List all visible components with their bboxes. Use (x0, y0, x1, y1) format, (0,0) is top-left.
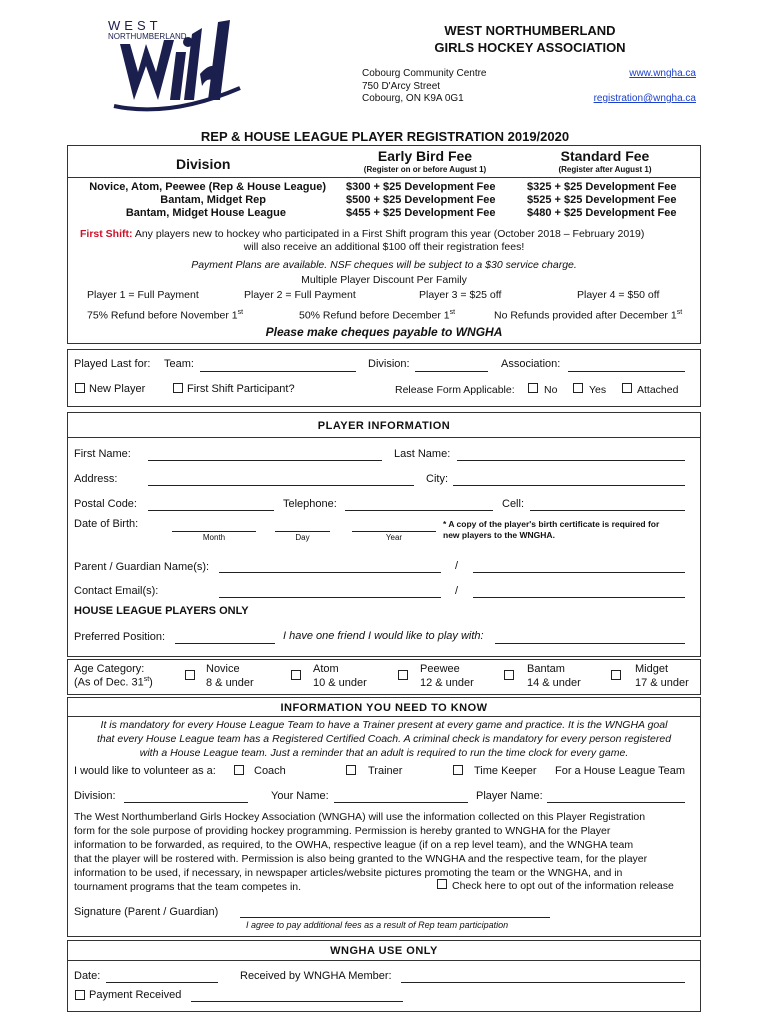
fee-row-early: $500 + $25 Development Fee (346, 194, 496, 206)
discount-heading: Multiple Player Discount Per Family (301, 274, 467, 286)
org-address-3: Cobourg, ON K9A 0G1 (362, 93, 464, 104)
first-shift-checkbox[interactable] (173, 383, 183, 393)
parent-name-slash: / (455, 560, 459, 572)
address-label: Address: (74, 473, 118, 485)
midget-checkbox[interactable] (611, 670, 621, 680)
last-name-field[interactable] (457, 460, 685, 461)
discount-player-1: Player 1 = Full Payment (87, 289, 199, 301)
release-yes-checkbox[interactable] (573, 383, 583, 393)
dob-day-caption: Day (295, 533, 310, 542)
city-field[interactable] (453, 485, 685, 486)
website-link[interactable]: www.wngha.ca (629, 68, 696, 79)
no-refund (494, 309, 682, 322)
fee-row-standard: $325 + $25 Development Fee (527, 181, 677, 193)
page-title: REP & HOUSE LEAGUE PLAYER REGISTRATION 2019/2020 (200, 129, 570, 144)
early-bird-subheading: (Register on or before August 1) (363, 165, 487, 174)
cheques-note: Please make cheques payable to WNGHA (265, 325, 503, 339)
office-date-label: Date: (74, 970, 101, 982)
player-name-field[interactable] (547, 802, 685, 803)
friend-label: I have one friend I would like to play with: (283, 630, 484, 642)
bantam-checkbox[interactable] (504, 670, 514, 680)
telephone-field[interactable] (345, 510, 493, 511)
signature-label: Signature (Parent / Guardian) (74, 906, 219, 918)
dob-year-field[interactable] (352, 531, 436, 532)
division-field[interactable] (415, 371, 488, 372)
dob-month-caption: Month (202, 533, 226, 542)
age-category-label: Age Category: (74, 663, 145, 675)
parent-name-label: Parent / Guardian Name(s): (74, 561, 210, 573)
house-league-only-heading: HOUSE LEAGUE PLAYERS ONLY (74, 605, 249, 617)
sup: st (676, 309, 683, 316)
fee-row-division: Novice, Atom, Peewee (Rep & House League) (89, 181, 326, 193)
mandatory-note-1: It is mandatory for every House League Team to have a Trainer present at every game and practice. It is the WNGHA goal (100, 719, 668, 731)
logo (100, 14, 250, 124)
parent-name-field-2[interactable] (473, 572, 685, 573)
privacy-text-2: form for the sole purpose of providing hockey programming. Permission is hereby granted to WNGHA for the Player (74, 825, 611, 837)
preferred-position-field[interactable] (175, 643, 275, 644)
information-header: INFORMATION YOU NEED TO KNOW (280, 702, 488, 714)
dob-month-field[interactable] (172, 531, 256, 532)
age-category-box (67, 659, 701, 695)
postal-code-label: Postal Code: (74, 498, 137, 510)
mandatory-note-2: that every House League team has a Registered Certified Coach. A criminal check is mandatory for every person registered (96, 733, 672, 745)
fee-row-early: $300 + $25 Development Fee (346, 181, 496, 193)
payment-received-checkbox[interactable] (75, 990, 85, 1000)
novice-age: 8 & under (206, 677, 254, 689)
dob-year-caption: Year (385, 533, 403, 542)
postal-code-field[interactable] (148, 510, 274, 511)
refund-50-text: 50% Refund before December 1 (299, 309, 450, 322)
payment-received-field[interactable] (191, 1001, 403, 1002)
bantam-label: Bantam (527, 663, 565, 675)
peewee-age: 12 & under (420, 677, 474, 689)
payment-plans-note: Payment Plans are available. NSF cheques will be subject to a $30 service charge. (191, 259, 577, 271)
trainer-checkbox[interactable] (346, 765, 356, 775)
played-last-label: Played Last for: (74, 358, 151, 370)
logo-text-northumberland: NORTHUMBERLAND (108, 32, 187, 41)
org-address-1: Cobourg Community Centre (362, 68, 487, 79)
player-info-divider (67, 437, 701, 438)
team-field[interactable] (200, 371, 356, 372)
house-league-team-label: For a House League Team (555, 765, 686, 777)
first-shift-text-2: will also receive an additional $100 off their registration fees! (243, 241, 525, 253)
dob-day-field[interactable] (275, 531, 330, 532)
contact-email-field-1[interactable] (219, 597, 441, 598)
org-address-2: 750 D'Arcy Street (362, 81, 441, 92)
fee-row-standard: $480 + $25 Development Fee (527, 207, 677, 219)
refund-50 (299, 309, 455, 322)
your-name-field[interactable] (334, 802, 468, 803)
mandatory-note-3: with a House League team. Just a reminder that an adult is required to run the time clock for every game. (139, 747, 629, 759)
peewee-label: Peewee (420, 663, 460, 675)
parent-name-field-1[interactable] (219, 572, 441, 573)
release-attached-label: Attached (637, 384, 679, 396)
agree-note: I agree to pay additional fees as a result of Rep team participation (246, 920, 509, 930)
early-bird-heading: Early Bird Fee (377, 148, 473, 164)
first-shift-label: First Shift Participant? (187, 383, 295, 395)
volunteer-division-field[interactable] (124, 802, 248, 803)
age-category-sublabel-end: ) (149, 676, 153, 689)
cell-field[interactable] (530, 510, 685, 511)
atom-checkbox[interactable] (291, 670, 301, 680)
sup: st (143, 676, 150, 683)
volunteer-label: I would like to volunteer as a: (74, 765, 216, 777)
birth-cert-note: * A copy of the player's birth certificate is required for (443, 519, 660, 529)
midget-label: Midget (635, 663, 669, 675)
peewee-checkbox[interactable] (398, 670, 408, 680)
fee-row-division: Bantam, Midget Rep (160, 194, 266, 206)
privacy-text-4: that the player will be rostered with. Permission is also being granted to the WNGHA and the respective team, for the player (74, 853, 648, 865)
time-keeper-label: Time Keeper (474, 765, 537, 777)
received-by-field[interactable] (401, 982, 685, 983)
last-name-label: Last Name: (394, 448, 451, 460)
association-label: Association: (501, 358, 561, 370)
birth-cert-note-2: new players to the WNGHA. (443, 530, 555, 540)
address-field[interactable] (148, 485, 414, 486)
friend-field[interactable] (495, 643, 685, 644)
contact-email-label: Contact Email(s): (74, 585, 159, 597)
release-no-label: No (544, 384, 558, 396)
division-heading: Division (176, 156, 231, 172)
standard-subheading: (Register after August 1) (558, 165, 652, 174)
information-divider (67, 716, 701, 717)
new-player-checkbox[interactable] (75, 383, 85, 393)
release-attached-checkbox[interactable] (622, 383, 632, 393)
office-date-field[interactable] (106, 982, 218, 983)
privacy-text-6: tournament programs that the team competes in. (74, 881, 302, 893)
preferred-position-label: Preferred Position: (74, 631, 166, 643)
contact-email-slash: / (455, 585, 459, 597)
division-label: Division: (368, 358, 410, 370)
atom-age: 10 & under (313, 677, 367, 689)
no-refund-text: No Refunds provided after December 1 (494, 309, 677, 322)
fees-header-divider (67, 177, 701, 178)
your-name-label: Your Name: (271, 790, 329, 802)
player-info-header: PLAYER INFORMATION (317, 420, 451, 432)
volunteer-division-label: Division: (74, 790, 116, 802)
time-keeper-checkbox[interactable] (453, 765, 463, 775)
payment-received-label: Payment Received (89, 989, 182, 1001)
org-name-line1: WEST NORTHUMBERLAND (444, 23, 616, 38)
cell-label: Cell: (502, 498, 525, 510)
first-shift-note (80, 228, 700, 240)
discount-player-3: Player 3 = $25 off (419, 289, 502, 301)
first-name-field[interactable] (148, 460, 382, 461)
email-link[interactable]: registration@wngha.ca (593, 93, 696, 104)
release-yes-label: Yes (589, 384, 607, 396)
opt-out-label: Check here to opt out of the information release (452, 880, 674, 892)
trainer-label: Trainer (368, 765, 403, 777)
release-no-checkbox[interactable] (528, 383, 538, 393)
novice-label: Novice (206, 663, 240, 675)
office-use-divider (67, 960, 701, 961)
discount-player-4: Player 4 = $50 off (577, 289, 660, 301)
standard-heading: Standard Fee (560, 148, 650, 164)
atom-label: Atom (313, 663, 339, 675)
novice-checkbox[interactable] (185, 670, 195, 680)
sup: st (449, 309, 456, 316)
logo-text-west: WEST (108, 18, 162, 33)
contact-email-field-2[interactable] (473, 597, 685, 598)
midget-age: 17 & under (635, 677, 689, 689)
release-form-label: Release Form Applicable: (395, 384, 515, 396)
new-player-label: New Player (89, 383, 146, 395)
refund-75 (87, 309, 243, 322)
telephone-label: Telephone: (283, 498, 337, 510)
received-by-label: Received by WNGHA Member: (240, 970, 392, 982)
sup: st (237, 309, 244, 316)
age-category-sublabel-text: (As of Dec. 31 (74, 676, 144, 689)
player-name-label: Player Name: (476, 790, 543, 802)
opt-out-checkbox[interactable] (437, 879, 447, 889)
first-name-label: First Name: (74, 448, 131, 460)
signature-field[interactable] (240, 917, 550, 918)
privacy-text-1: The West Northumberland Girls Hockey Association (WNGHA) will use the information collected on this Player Registration (74, 811, 646, 823)
refund-75-text: 75% Refund before November 1 (87, 309, 238, 322)
first-shift-label: First Shift: (80, 228, 133, 240)
coach-label: Coach (254, 765, 286, 777)
city-label: City: (426, 473, 448, 485)
fee-row-division: Bantam, Midget House League (125, 207, 286, 219)
privacy-text-3: information to be forwarded, as required, to the OWHA, respective league (if on a rep level team), and the WNGHA team (74, 839, 634, 851)
age-category-sublabel (74, 676, 153, 689)
fee-row-early: $455 + $25 Development Fee (346, 207, 496, 219)
association-field[interactable] (568, 371, 685, 372)
bantam-age: 14 & under (527, 677, 581, 689)
first-shift-text: Any players new to hockey who participated in a First Shift program this year (October 2018 – February 2019) (134, 228, 645, 240)
discount-player-2: Player 2 = Full Payment (244, 289, 356, 301)
team-label: Team: (164, 358, 194, 370)
coach-checkbox[interactable] (234, 765, 244, 775)
office-use-header: WNGHA USE ONLY (330, 945, 438, 957)
dob-label: Date of Birth: (74, 518, 139, 530)
org-name-line2: GIRLS HOCKEY ASSOCIATION (434, 40, 626, 55)
fee-row-standard: $525 + $25 Development Fee (527, 194, 677, 206)
privacy-text-5: information to be used, if necessary, in newspaper articles/website pictures promoting the team or the WNGHA, and in (74, 867, 623, 879)
